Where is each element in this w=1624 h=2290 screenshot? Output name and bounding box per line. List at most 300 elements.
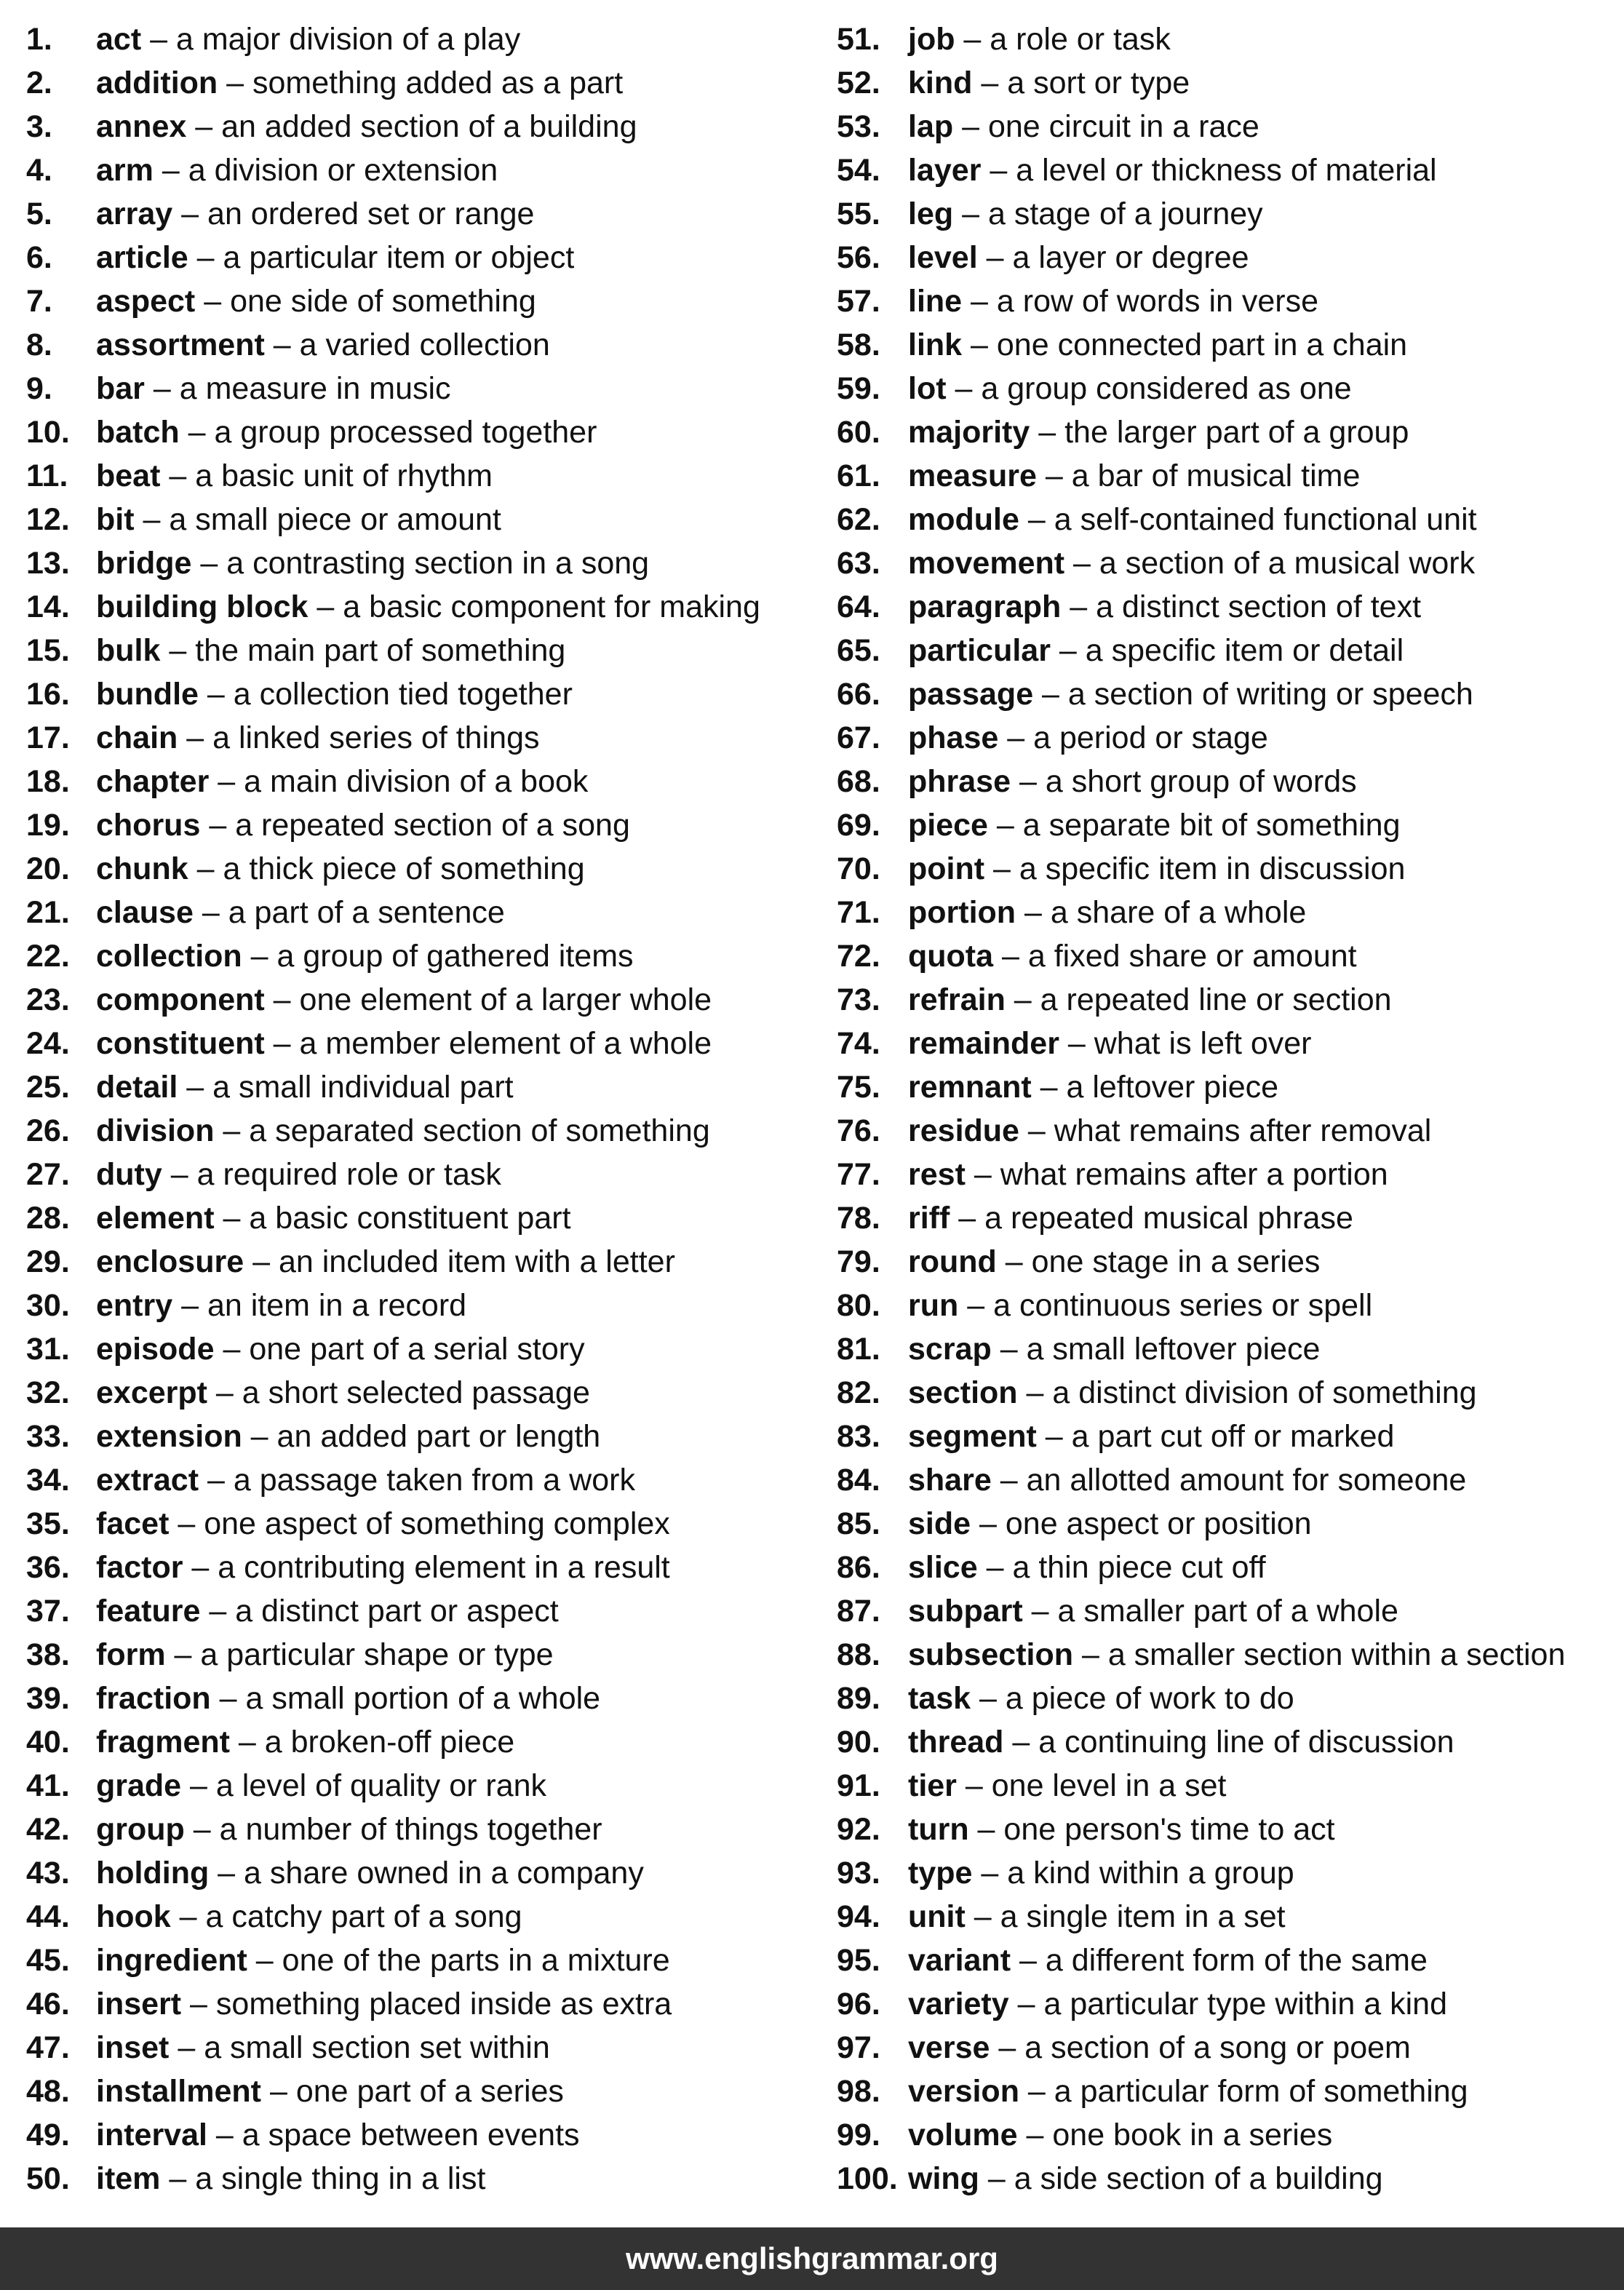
item-number: 2. (26, 65, 52, 100)
item-meaning: one circuit in a race (987, 109, 1259, 144)
item-word: subpart (908, 1594, 1023, 1629)
list-item (26, 760, 819, 803)
list-item (26, 454, 819, 498)
list-item (26, 1065, 819, 1109)
item-number: 57. (837, 284, 880, 319)
item-definition (96, 847, 585, 891)
item-definition (96, 1415, 600, 1458)
item-meaning: a kind within a group (1007, 1856, 1294, 1891)
item-word: group (96, 1812, 185, 1847)
item-word: piece (908, 808, 988, 843)
list-item (26, 192, 819, 236)
item-word: installment (96, 2074, 261, 2109)
item-definition (96, 367, 451, 410)
item-definition (908, 1808, 1335, 1851)
item-word: variety (908, 1987, 1009, 2021)
item-number: 3. (26, 109, 52, 144)
item-definition (96, 192, 534, 236)
item-definition (908, 498, 1477, 541)
list-item (837, 148, 1619, 192)
item-number: 69. (837, 808, 880, 843)
item-definition (908, 1415, 1394, 1458)
item-word: remnant (908, 1070, 1032, 1105)
item-word: collection (96, 939, 242, 974)
item-definition (908, 105, 1259, 148)
item-word: excerpt (96, 1375, 207, 1410)
item-word: enclosure (96, 1244, 244, 1279)
item-separator: – (200, 1594, 236, 1629)
item-number: 35. (26, 1506, 70, 1541)
item-definition (908, 716, 1268, 760)
list-item (837, 236, 1619, 279)
item-word: inset (96, 2030, 170, 2065)
list-item (26, 1415, 819, 1458)
item-definition (908, 1546, 1266, 1589)
item-definition (908, 323, 1407, 367)
item-word: ingredient (96, 1943, 247, 1978)
list-item (837, 1502, 1619, 1546)
item-number: 21. (26, 895, 70, 930)
item-number: 1. (26, 22, 52, 57)
item-number: 13. (26, 546, 70, 581)
item-meaning: a thin piece cut off (1012, 1550, 1266, 1585)
item-word: assortment (96, 327, 265, 362)
item-number: 60. (837, 415, 880, 450)
item-word: line (908, 284, 963, 319)
item-word: fragment (96, 1725, 230, 1760)
list-item (837, 1065, 1619, 1109)
item-separator: – (165, 1637, 201, 1672)
item-number: 25. (26, 1070, 70, 1105)
item-meaning: one person's time to act (1003, 1812, 1335, 1847)
item-meaning: a distinct division of something (1052, 1375, 1477, 1410)
item-definition (96, 1065, 514, 1109)
item-word: quota (908, 939, 994, 974)
item-separator: – (178, 1070, 213, 1105)
item-meaning: a specific item in discussion (1019, 851, 1406, 886)
item-definition (908, 1153, 1388, 1196)
item-meaning: a collection tied together (233, 677, 573, 712)
item-definition (908, 1895, 1286, 1939)
item-meaning: one stage in a series (1031, 1244, 1321, 1279)
item-number: 8. (26, 327, 52, 362)
item-number: 53. (837, 109, 880, 144)
item-definition (908, 410, 1409, 454)
item-definition (908, 934, 1357, 978)
list-item (26, 585, 819, 629)
item-definition (908, 1196, 1353, 1240)
item-number: 49. (26, 2118, 70, 2152)
item-definition (96, 1196, 571, 1240)
item-separator: – (242, 939, 277, 974)
list-item (837, 978, 1619, 1022)
item-meaning: what remains after a portion (1000, 1157, 1388, 1192)
list-item (26, 1677, 819, 1720)
item-meaning: a share of a whole (1050, 895, 1307, 930)
list-item (26, 2026, 819, 2070)
list-item (837, 192, 1619, 236)
item-number: 18. (26, 764, 70, 799)
item-separator: – (971, 1506, 1006, 1541)
item-separator: – (264, 1026, 300, 1061)
item-meaning: a short selected passage (242, 1375, 590, 1410)
item-meaning: the larger part of a group (1064, 415, 1409, 450)
item-meaning: a particular item or object (223, 240, 575, 275)
item-definition (96, 410, 597, 454)
item-definition (908, 847, 1405, 891)
item-word: lap (908, 109, 954, 144)
item-separator: – (172, 1288, 207, 1323)
item-separator: – (1033, 677, 1068, 712)
footer-website (0, 2227, 1624, 2290)
item-meaning: a thick piece of something (223, 851, 585, 886)
item-word: fraction (96, 1681, 211, 1716)
item-word: bundle (96, 677, 199, 712)
item-definition (908, 1939, 1428, 1982)
item-number: 62. (837, 502, 880, 537)
item-meaning: a member element of a whole (299, 1026, 712, 1061)
item-number: 30. (26, 1288, 70, 1323)
item-separator: – (1017, 2118, 1053, 2152)
item-meaning: one level in a set (991, 1768, 1227, 1803)
list-item (26, 1633, 819, 1677)
item-separator: – (1011, 764, 1046, 799)
item-separator: – (1008, 1987, 1044, 2021)
item-word: layer (908, 153, 982, 188)
item-number: 64. (837, 589, 880, 624)
list-item (837, 1546, 1619, 1589)
item-word: kind (908, 65, 973, 100)
item-number: 61. (837, 458, 880, 493)
list-item (26, 2157, 819, 2200)
list-item (837, 1895, 1619, 1939)
item-definition (96, 760, 588, 803)
item-separator: – (244, 1244, 279, 1279)
item-meaning: a group processed together (214, 415, 597, 450)
item-word: batch (96, 415, 180, 450)
item-meaning: a broken-off piece (264, 1725, 515, 1760)
item-meaning: a linked series of things (212, 720, 540, 755)
item-word: thread (908, 1725, 1004, 1760)
item-meaning: one part of a series (295, 2074, 564, 2109)
list-item (837, 367, 1619, 410)
item-definition (96, 1851, 644, 1895)
item-definition (908, 61, 1190, 105)
item-meaning: a contributing element in a result (218, 1550, 670, 1585)
item-separator: – (977, 240, 1013, 275)
item-definition (96, 498, 501, 541)
item-definition (908, 672, 1473, 716)
list-item (26, 1109, 819, 1153)
item-separator: – (200, 808, 236, 843)
item-separator: – (965, 1157, 1000, 1192)
item-separator: – (1059, 1026, 1094, 1061)
item-number: 55. (837, 196, 880, 231)
item-word: scrap (908, 1332, 992, 1367)
item-word: grade (96, 1768, 182, 1803)
item-word: constituent (96, 1026, 265, 1061)
item-definition (908, 1851, 1294, 1895)
list-item (26, 61, 819, 105)
item-word: interval (96, 2118, 207, 2152)
item-number: 74. (837, 1026, 880, 1061)
item-number: 88. (837, 1637, 880, 1672)
item-definition (908, 1677, 1294, 1720)
item-number: 97. (837, 2030, 880, 2065)
list-item (837, 803, 1619, 847)
item-meaning: an allotted amount for someone (1026, 1463, 1467, 1498)
item-word: insert (96, 1987, 182, 2021)
item-definition (908, 803, 1401, 847)
item-definition (96, 1458, 635, 1502)
item-separator: – (1061, 589, 1096, 624)
item-number: 37. (26, 1594, 70, 1629)
item-number: 16. (26, 677, 70, 712)
item-separator: – (144, 371, 180, 406)
item-word: component (96, 982, 265, 1017)
item-definition (96, 1022, 712, 1065)
item-definition (96, 629, 565, 672)
item-separator: – (218, 65, 253, 100)
item-separator: – (1073, 1637, 1108, 1672)
item-definition (96, 541, 649, 585)
item-definition (908, 1022, 1311, 1065)
item-separator: – (958, 1288, 994, 1323)
item-number: 48. (26, 2074, 70, 2109)
item-meaning: something added as a part (252, 65, 624, 100)
item-definition (96, 236, 574, 279)
item-separator: – (1019, 502, 1054, 537)
item-word: addition (96, 65, 218, 100)
list-item (837, 323, 1619, 367)
item-word: task (908, 1681, 971, 1716)
item-separator: – (1036, 1419, 1072, 1454)
item-definition (96, 1764, 546, 1808)
item-word: segment (908, 1419, 1037, 1454)
item-separator: – (188, 240, 223, 275)
item-word: division (96, 1113, 215, 1148)
item-number: 100. (837, 2161, 898, 2196)
item-number: 85. (837, 1506, 880, 1541)
item-separator: – (1030, 415, 1065, 450)
list-item (837, 1720, 1619, 1764)
item-meaning: a repeated line or section (1040, 982, 1392, 1017)
list-item (26, 279, 819, 323)
item-separator: – (181, 1768, 216, 1803)
item-definition (96, 17, 520, 61)
list-item (837, 1153, 1619, 1196)
item-word: array (96, 196, 173, 231)
item-number: 82. (837, 1375, 880, 1410)
list-item (26, 1371, 819, 1415)
item-meaning: a main division of a book (244, 764, 589, 799)
item-separator: – (242, 1419, 277, 1454)
item-definition (96, 585, 760, 629)
item-word: item (96, 2161, 161, 2196)
list-item (837, 1939, 1619, 1982)
item-separator: – (1031, 1070, 1067, 1105)
item-number: 45. (26, 1943, 70, 1978)
item-number: 10. (26, 415, 70, 450)
item-meaning: a short group of words (1045, 764, 1357, 799)
item-definition (908, 585, 1421, 629)
item-meaning: the main part of something (195, 633, 566, 668)
item-definition (908, 2070, 1468, 2113)
item-meaning: a required role or task (196, 1157, 501, 1192)
item-word: article (96, 240, 188, 275)
item-separator: – (1017, 1375, 1053, 1410)
item-word: arm (96, 153, 154, 188)
item-number: 28. (26, 1201, 70, 1236)
item-number: 84. (837, 1463, 880, 1498)
item-number: 65. (837, 633, 880, 668)
item-definition (908, 1284, 1372, 1327)
item-word: refrain (908, 982, 1006, 1017)
list-item (26, 498, 819, 541)
item-definition (908, 1327, 1320, 1371)
item-meaning: a group considered as one (981, 371, 1352, 406)
list-item (837, 585, 1619, 629)
item-separator: – (962, 327, 997, 362)
list-item (837, 1371, 1619, 1415)
item-number: 99. (837, 2118, 880, 2152)
item-separator: – (979, 2161, 1014, 2196)
item-separator: – (199, 1463, 234, 1498)
item-separator: – (998, 720, 1034, 755)
item-definition (96, 105, 637, 148)
list-item (837, 760, 1619, 803)
item-word: turn (908, 1812, 969, 1847)
item-number: 63. (837, 546, 880, 581)
item-meaning: an added section of a building (221, 109, 637, 144)
list-item (837, 454, 1619, 498)
item-definition (908, 1764, 1226, 1808)
item-word: form (96, 1637, 166, 1672)
item-word: variant (908, 1943, 1011, 1978)
item-separator: – (153, 153, 188, 188)
item-meaning: one aspect of something complex (204, 1506, 670, 1541)
list-item (837, 410, 1619, 454)
item-definition (908, 891, 1306, 934)
item-meaning: an added part or length (276, 1419, 601, 1454)
item-number: 81. (837, 1332, 880, 1367)
item-word: chorus (96, 808, 201, 843)
item-meaning: a period or stage (1033, 720, 1268, 755)
item-meaning: a part cut off or marked (1071, 1419, 1395, 1454)
item-separator: – (962, 284, 997, 319)
item-definition (908, 148, 1437, 192)
item-separator: – (160, 458, 196, 493)
list-item (837, 2070, 1619, 2113)
item-number: 11. (26, 458, 68, 493)
item-definition (908, 454, 1360, 498)
item-definition (96, 1153, 501, 1196)
item-meaning: a sort or type (1007, 65, 1190, 100)
item-number: 98. (837, 2074, 880, 2109)
item-word: particular (908, 633, 1051, 668)
right-column (837, 17, 1619, 2200)
item-word: bit (96, 502, 135, 537)
list-item (837, 541, 1619, 585)
item-number: 12. (26, 502, 70, 537)
item-word: bridge (96, 546, 192, 581)
item-definition (908, 1458, 1466, 1502)
item-definition (908, 367, 1352, 410)
list-item (26, 410, 819, 454)
list-item (837, 1589, 1619, 1633)
list-item (837, 629, 1619, 672)
item-word: holding (96, 1856, 210, 1891)
item-separator: – (955, 22, 990, 57)
list-item (837, 1982, 1619, 2026)
item-meaning: a passage taken from a work (233, 1463, 635, 1498)
item-meaning: a small individual part (212, 1070, 514, 1105)
item-definition (908, 1589, 1398, 1633)
item-definition (96, 1982, 672, 2026)
item-meaning: a fixed share or amount (1027, 939, 1357, 974)
item-definition (908, 541, 1475, 585)
item-meaning: a repeated section of a song (235, 808, 630, 843)
item-number: 31. (26, 1332, 70, 1367)
item-meaning: a separated section of something (249, 1113, 710, 1148)
item-separator: – (209, 1856, 244, 1891)
item-definition (96, 803, 630, 847)
list-item (837, 1327, 1619, 1371)
list-item (26, 323, 819, 367)
item-number: 43. (26, 1856, 70, 1891)
item-separator: – (198, 677, 234, 712)
item-number: 29. (26, 1244, 70, 1279)
list-item (26, 1502, 819, 1546)
item-meaning: a small leftover piece (1026, 1332, 1321, 1367)
list-item (837, 672, 1619, 716)
item-definition (96, 1502, 670, 1546)
list-item (837, 716, 1619, 760)
item-meaning: one of the parts in a mixture (282, 1943, 670, 1978)
item-word: side (908, 1506, 971, 1541)
list-item (837, 847, 1619, 891)
item-number: 23. (26, 982, 70, 1017)
item-word: module (908, 502, 1019, 537)
item-number: 38. (26, 1637, 70, 1672)
item-word: phase (908, 720, 999, 755)
item-definition (96, 1808, 602, 1851)
item-separator: – (965, 1899, 1000, 1934)
item-word: wing (908, 2161, 979, 2196)
item-meaning: a contrasting section in a song (226, 546, 650, 581)
item-definition (908, 1371, 1477, 1415)
item-word: bar (96, 371, 145, 406)
item-number: 92. (837, 1812, 880, 1847)
item-word: unit (908, 1899, 966, 1934)
item-definition (96, 454, 493, 498)
item-separator: – (207, 2118, 242, 2152)
list-item (26, 891, 819, 934)
item-separator: – (953, 109, 988, 144)
footer-url: www.englishgrammar.org (626, 2241, 998, 2275)
item-word: tier (908, 1768, 957, 1803)
item-number: 59. (837, 371, 880, 406)
list-item (26, 105, 819, 148)
item-number: 93. (837, 1856, 880, 1891)
list-item (26, 847, 819, 891)
item-word: run (908, 1288, 959, 1323)
item-meaning: a smaller part of a whole (1057, 1594, 1398, 1629)
item-number: 66. (837, 677, 880, 712)
list-item (837, 1633, 1619, 1677)
list-item (26, 1284, 819, 1327)
item-word: extract (96, 1463, 199, 1498)
